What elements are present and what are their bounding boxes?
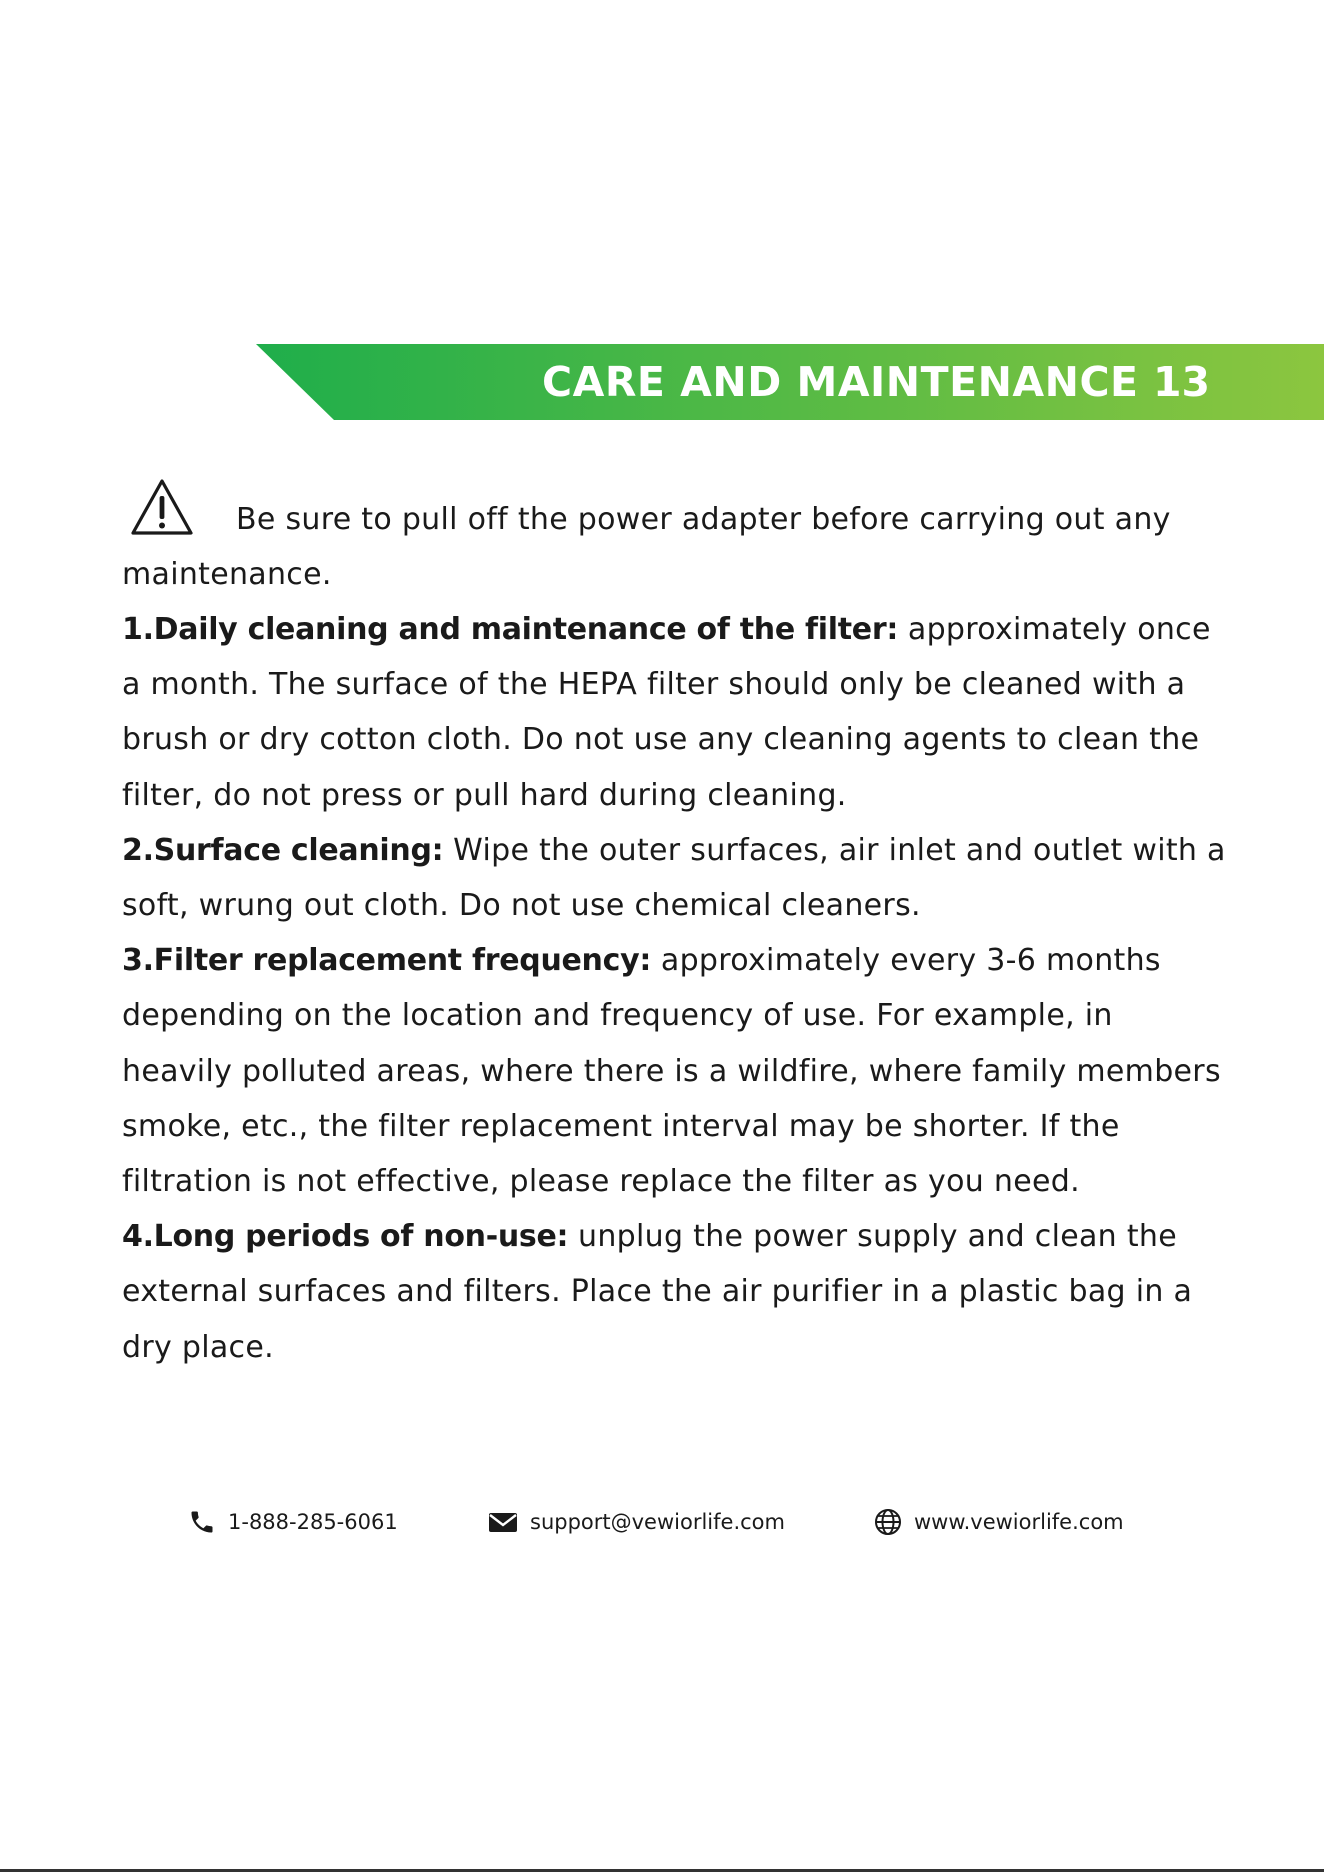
header-banner (256, 344, 1324, 420)
section-heading: 1.Daily cleaning and maintenance of the filter: (122, 612, 899, 647)
phone-number[interactable]: 1-888-285-6061 (228, 1510, 398, 1534)
section-body: approximately once a month. The surface of the HEPA filter should only be cleaned with a brush or dry cotton cloth. Do not use any cleaning agents to clean the filter, do not press or pull hard during cleaning. (122, 612, 1211, 813)
footer-phone (188, 1504, 398, 1540)
envelope-icon (488, 1510, 518, 1534)
phone-icon (188, 1508, 216, 1536)
page-title: CARE AND MAINTENANCE (542, 358, 1139, 406)
email-address[interactable]: support@vewiorlife.com (530, 1510, 785, 1534)
warning-text: Be sure to pull off the power adapter before carrying out any maintenance. (122, 502, 1171, 592)
section-heading: 2.Surface cleaning: (122, 832, 444, 868)
warning-note (122, 492, 1232, 602)
section-surface-cleaning (122, 823, 1232, 933)
section-filter-replacement (122, 933, 1232, 1209)
website-url[interactable]: www.vewiorlife.com (914, 1510, 1124, 1534)
section-daily-cleaning (122, 602, 1232, 823)
section-non-use (122, 1209, 1232, 1375)
section-heading: 3.Filter replacement frequency: (122, 943, 652, 979)
section-body: unplug the power supply and clean the external surfaces and filters. Place the air purifier in a plastic bag in a dry place. (122, 1219, 1193, 1365)
warning-triangle-icon (130, 478, 194, 536)
footer-website (874, 1504, 1124, 1540)
section-heading: 4.Long periods of non-use: (122, 1219, 569, 1255)
section-body: Wipe the outer surfaces, air inlet and outlet with a soft, wrung out cloth. Do not use chemical cleaners. (122, 832, 1226, 924)
content-body (122, 492, 1232, 1375)
section-body: approximately every 3-6 months depending on the location and frequency of use. For example, in heavily polluted areas, where there is a wildfire, where family members smoke, etc., the filter replacement interval may be shorter. If the filtration is not effective, please replace the filter as you need. (122, 943, 1221, 1200)
footer-email (488, 1504, 785, 1540)
contact-footer (0, 1504, 1324, 1540)
page-number: 13 (1153, 358, 1211, 406)
globe-icon (874, 1508, 902, 1536)
